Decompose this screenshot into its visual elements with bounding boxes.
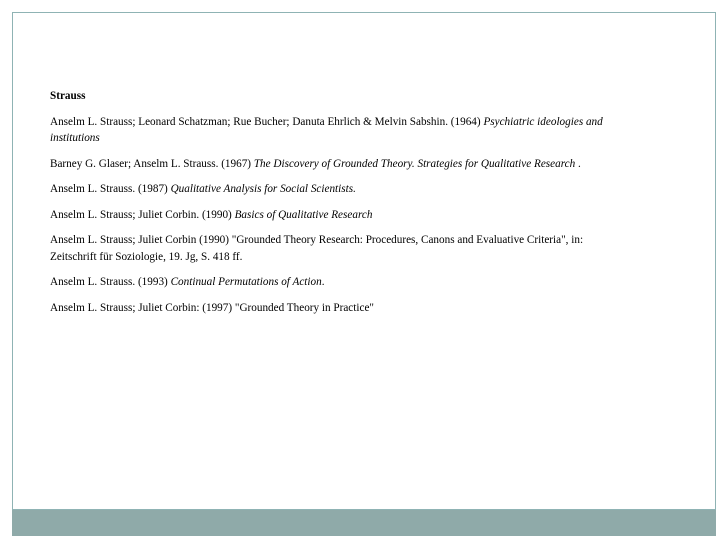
reference-authors-year: Anselm L. Strauss; Juliet Corbin: (1997) "Grounded Theory in Practice" [50,301,374,314]
reference-title: The Discovery of Grounded Theory. Strategies for Qualitative Research [253,157,576,170]
reference-item [50,232,620,265]
section-heading: Strauss [50,90,86,102]
reference-item [50,156,620,173]
reference-authors-year: Barney G. Glaser; Anselm L. Strauss. (1967) [50,157,254,170]
reference-authors-year: Anselm L. Strauss. (1993) [50,276,171,288]
reference-item [50,300,620,317]
reference-authors-year: Anselm L. Strauss; Juliet Corbin (1990) "Grounded Theory Research: Procedures, Canons and Evaluative Criteria", in: Zeitschrift für Soziologie, 19. Jg, S. 418 ff. [50,234,584,263]
reference-list [50,88,620,325]
reference-item [50,207,620,224]
reference-authors-year: Anselm L. Strauss; Juliet Corbin. (1990) [50,208,235,221]
reference-item [50,181,620,198]
reference-title: Continual Permutations of Action [170,276,322,288]
reference-title: Qualitative Analysis for Social Scientists. [170,183,356,195]
reference-item [50,114,620,147]
reference-suffix: . [321,276,325,288]
reference-suffix: . [575,157,581,170]
reference-authors-year: Anselm L. Strauss; Leonard Schatzman; Rue Bucher; Danuta Ehrlich & Melvin Sabshin. (1964) [50,115,484,128]
reference-title: Psychiatric ideologies and institutions [50,115,603,144]
reference-item [50,274,620,291]
reference-title: Basics of Qualitative Research [234,208,373,221]
footer-bar [12,510,716,536]
reference-authors-year: Anselm L. Strauss. (1987) [50,183,171,195]
